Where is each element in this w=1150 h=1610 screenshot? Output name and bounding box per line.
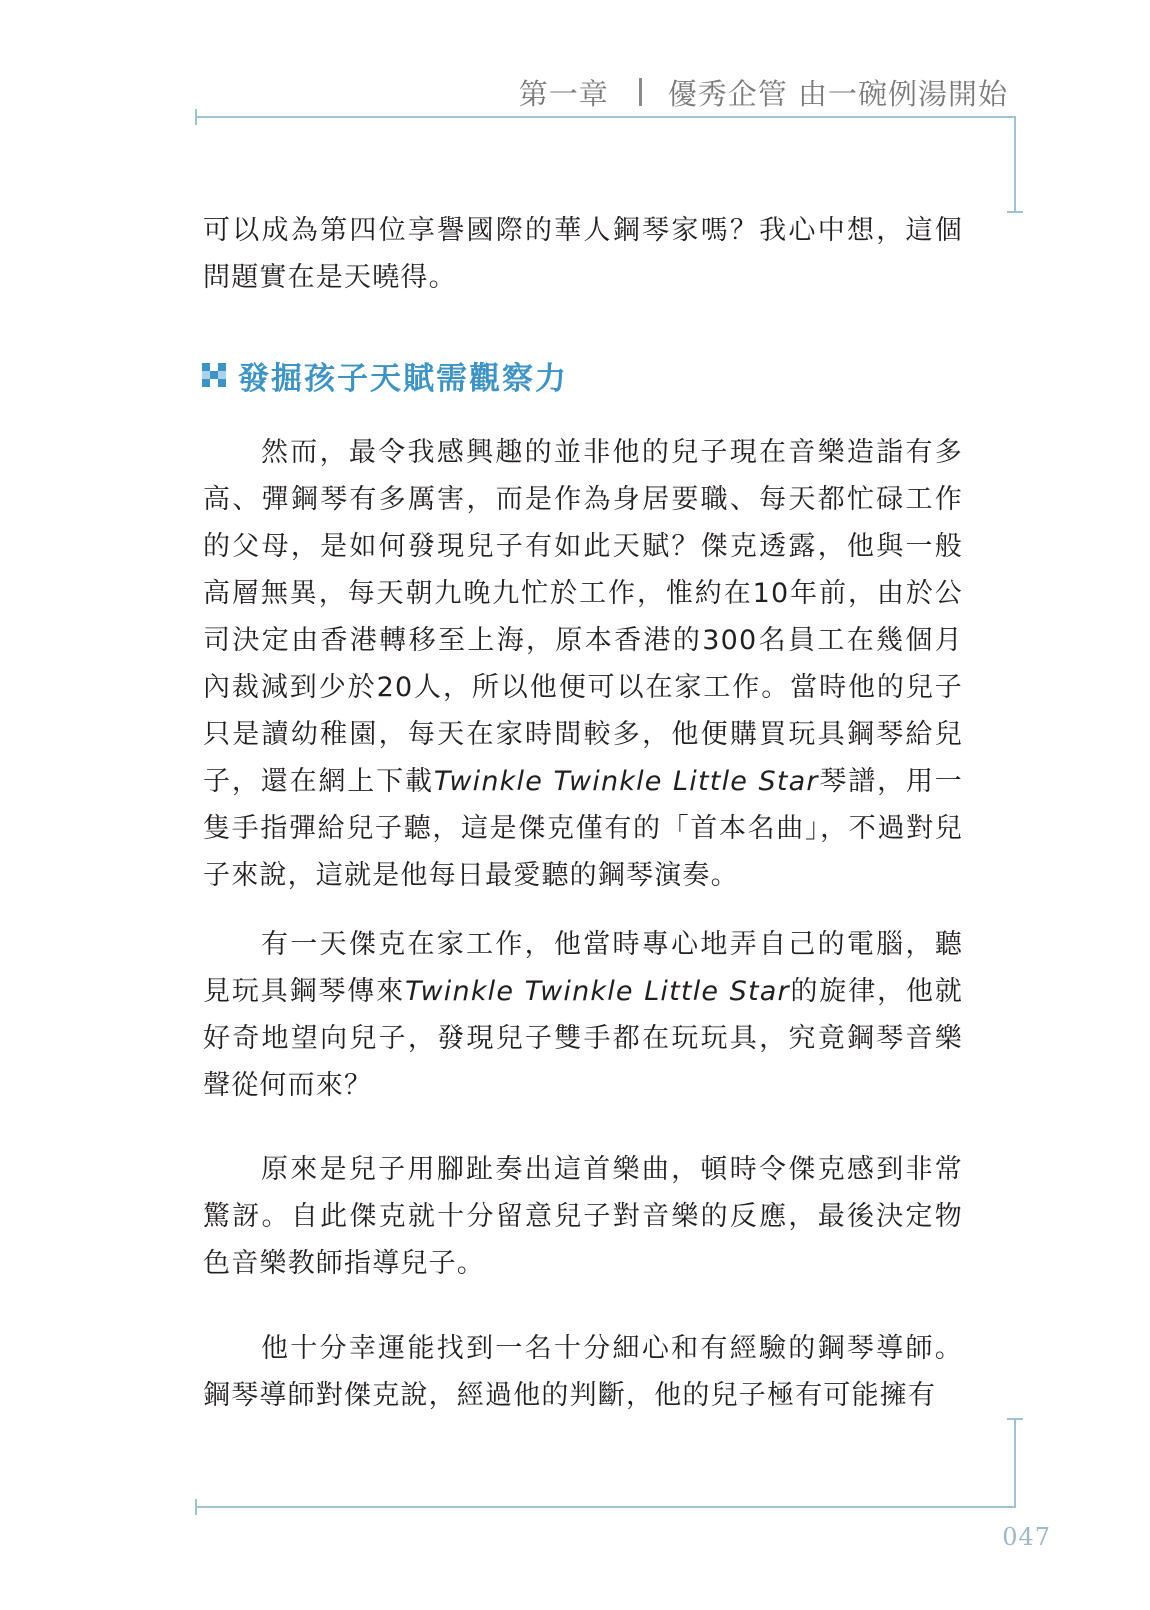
chapter-title: 優秀企管 由一碗例湯開始 [667, 76, 1008, 111]
intro-paragraph: 可以成為第四位享譽國際的華人鋼琴家嗎？我心中想，這個問題實在是天曉得。 [203, 215, 963, 293]
body-paragraph-3 [203, 1146, 963, 1287]
section-heading-text: 發掘孩子天賦需觀察力 [238, 360, 568, 397]
top-rule-right-post [1014, 116, 1016, 213]
running-head [519, 72, 1008, 112]
body-paragraph-2 [203, 921, 963, 1109]
bottom-rule-top-tick [1007, 1418, 1023, 1420]
top-rule-left-tick [195, 109, 197, 125]
paragraph-text: 琴譜，用一隻手指彈給兒子聽，這是傑克僅有的「首本名曲」，不過對兒子來說，這就是他每日最愛聽的鋼琴演奏。 [203, 766, 964, 891]
paragraph [203, 429, 963, 899]
section-heading [202, 350, 568, 400]
body-paragraph-4 [203, 1325, 963, 1419]
header-separator [639, 78, 642, 106]
intro-text [203, 207, 963, 301]
paragraph-text: 的旋律，他就好奇地望向兒子，發現兒子雙手都在玩玩具，究竟鋼琴音樂聲從何而來？ [203, 976, 964, 1101]
bottom-rule-left-tick [195, 1499, 197, 1515]
paragraph-text: 然而，最令我感興趣的並非他的兒子現在音樂造詣有多高、彈鋼琴有多厲害，而是作為身居要職、每天都忙碌工作的父母，是如何發現兒子有如此天賦？傑克透露，他與一般高層無異，每天朝九晚九忙於工作，惟約在10年前，由於公司決定由香港轉移至上海，原本香港的300名員工在幾個月內裁減到少於20人，所以他便可以在家工作。當時他的兒子只是讀幼稚園，每天在家時間較多，他便購買玩具鋼琴給兒子，還在網上下載 [203, 437, 963, 797]
page-number: 047 [1002, 1523, 1051, 1551]
paragraph-text: 有一天傑克在家工作，他當時專心地弄自己的電腦，聽見玩具鋼琴傳來 [203, 929, 963, 1007]
song-title: Twinkle Twinkle Little Star [405, 976, 790, 1007]
paragraph: 他十分幸運能找到一名十分細心和有經驗的鋼琴導師。鋼琴導師對傑克說，經過他的判斷，他的兒子極有可能擁有 [203, 1333, 963, 1411]
checkered-square-icon [202, 363, 226, 387]
bottom-rule-right-post [1014, 1418, 1016, 1508]
song-title: Twinkle Twinkle Little Star [433, 766, 819, 797]
paragraph [203, 921, 963, 1109]
body-paragraph-1 [203, 429, 963, 899]
paragraph: 原來是兒子用腳趾奏出這首樂曲，頓時令傑克感到非常驚訝。自此傑克就十分留意兒子對音樂的反應，最後決定物色音樂教師指導兒子。 [203, 1154, 963, 1279]
bottom-rule [197, 1506, 1016, 1508]
chapter-label: 第一章 [518, 76, 609, 111]
top-rule [197, 116, 1016, 118]
top-rule-bottom-tick [1007, 211, 1023, 213]
